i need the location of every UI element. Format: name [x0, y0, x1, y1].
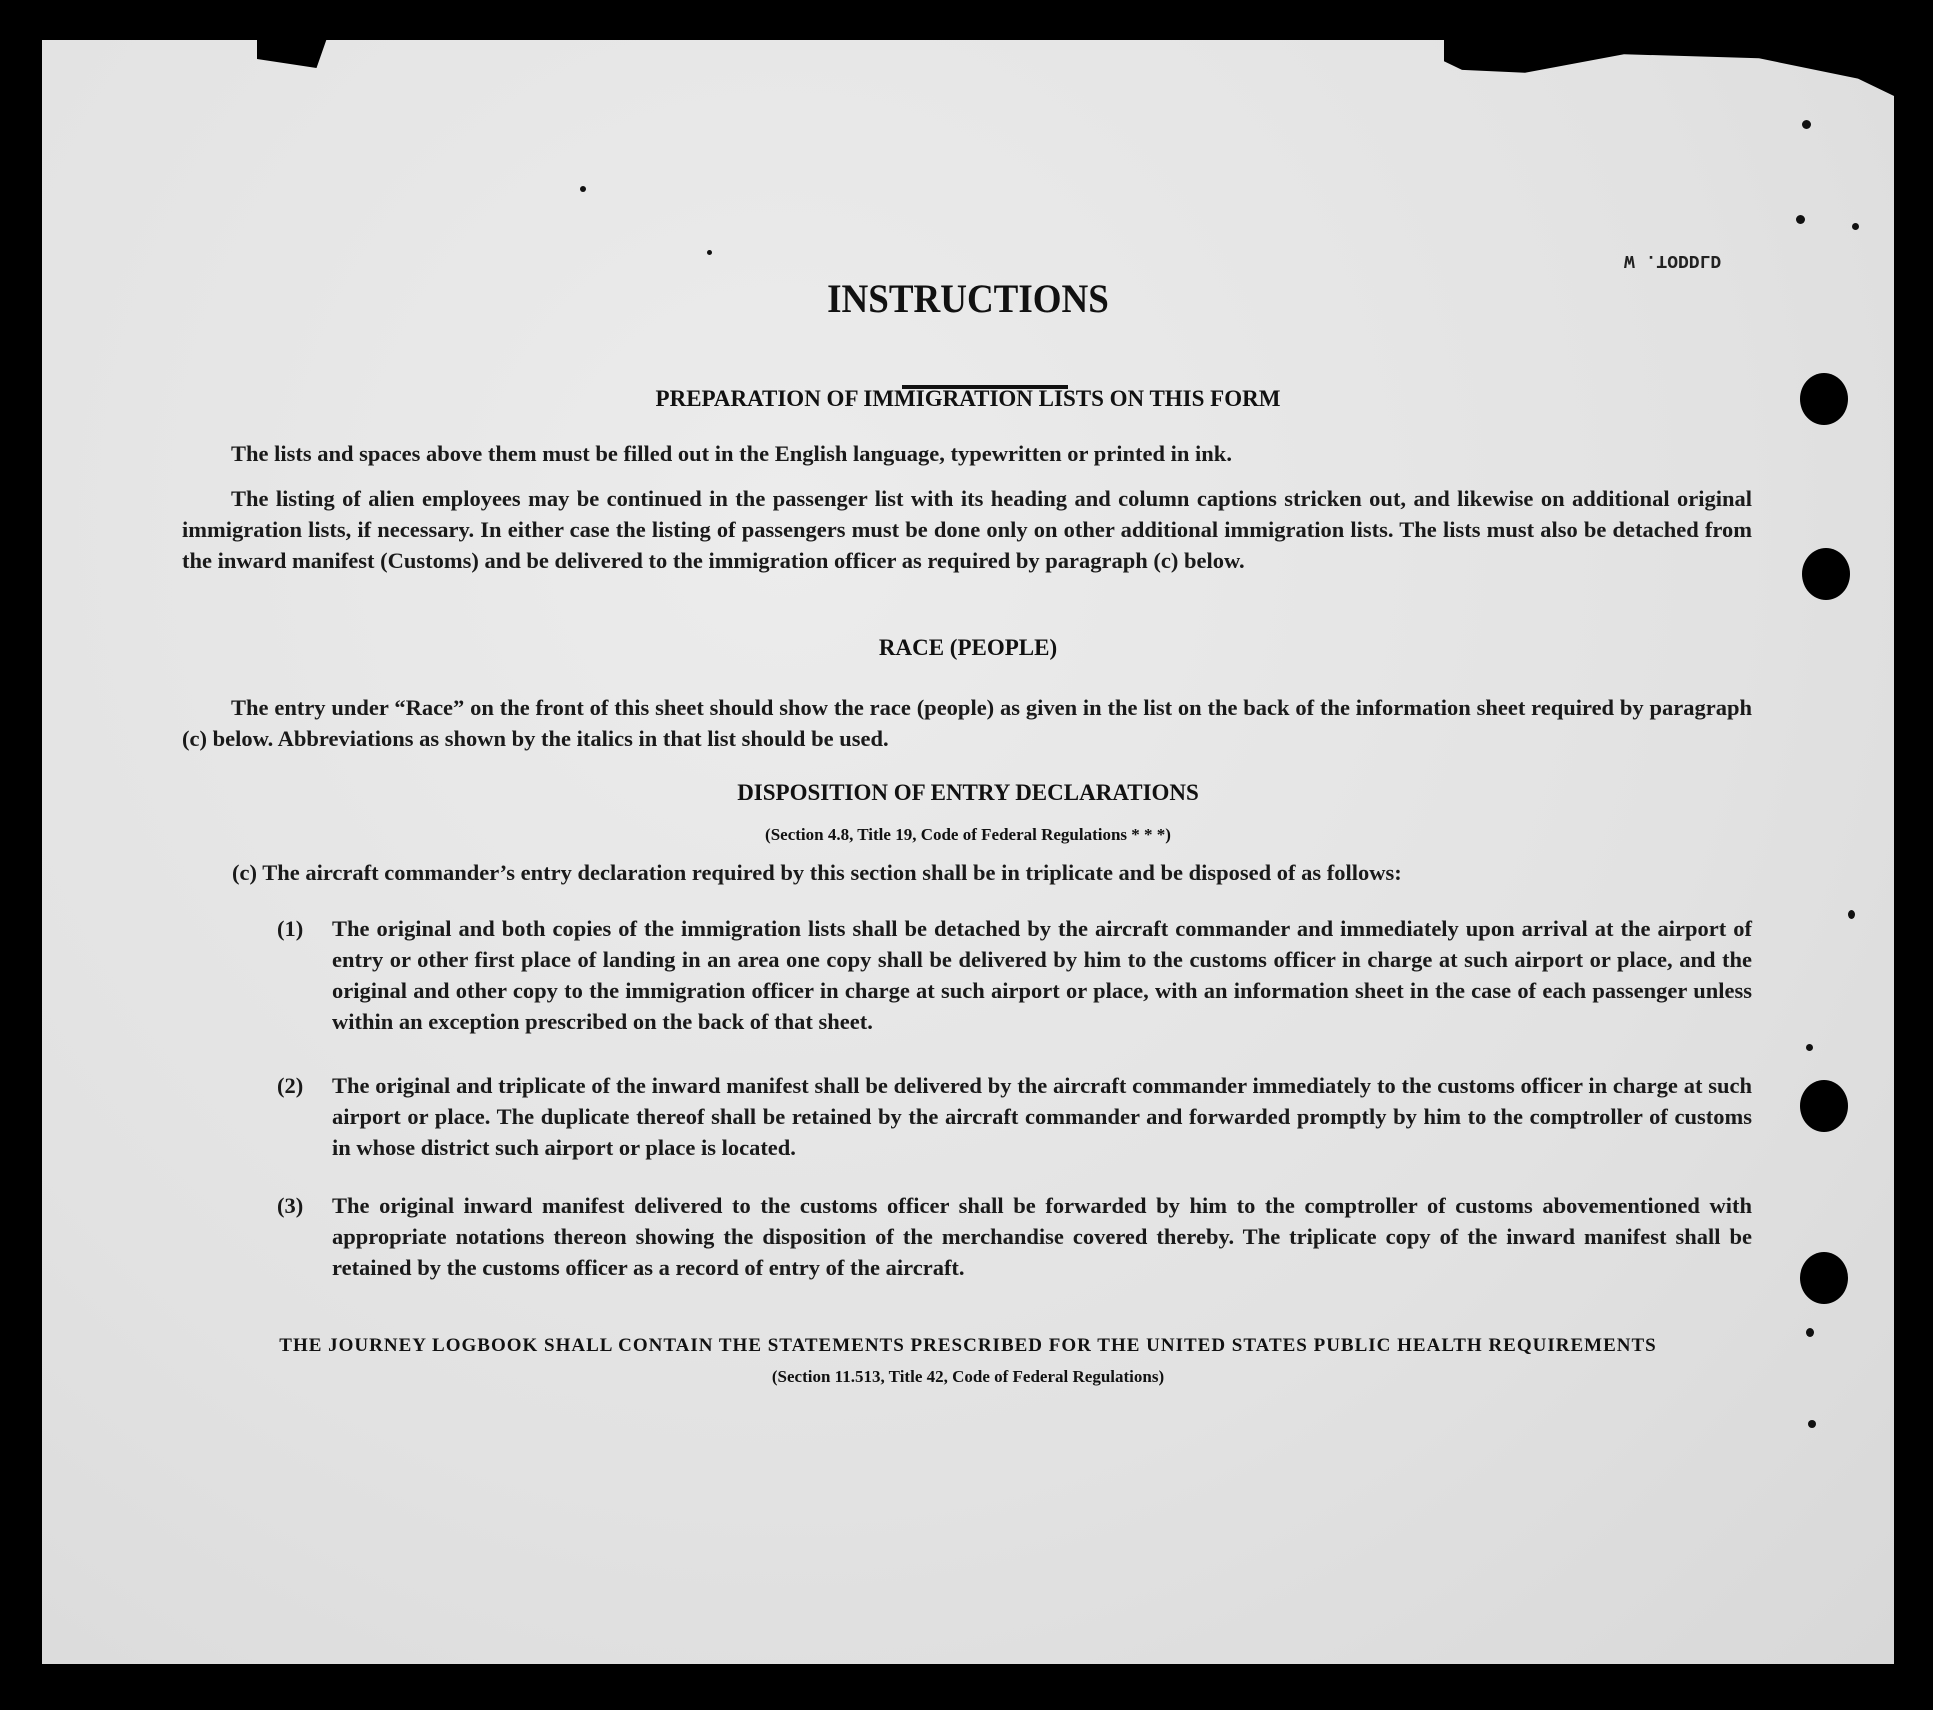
footer-citation: (Section 11.513, Title 42, Code of Federal Regulations)	[771, 1367, 1165, 1386]
footer-requirement: THE JOURNEY LOGBOOK SHALL CONTAIN THE STATEMENTS PRESCRIBED FOR THE UNITED STATES PUBLIC HEALTH REQUIREMENTS	[279, 1335, 1657, 1356]
corner-stamp: W .TODDLD	[1624, 250, 1722, 270]
section-heading-disposition: DISPOSITION OF ENTRY DECLARATIONS	[737, 780, 1199, 805]
speck	[1796, 215, 1805, 224]
list-item-text: The original and both copies of the immigration lists shall be detached by the aircraft commander and immediately upon arrival at the airport of entry or other first place of landing in an area one copy shall be delivered by him to the customs officer in charge at such airport or place, and the original and other copy to the immigration officer in charge at such airport or place, with an information sheet in the case of each passenger unless within an exception prescribed on the back of that sheet.	[332, 916, 1752, 1034]
speck	[1808, 1420, 1816, 1428]
list-item-number: (2)	[277, 1073, 304, 1098]
list-item-text: The original inward manifest delivered to the customs officer shall be forwarded by him to the comptroller of customs abovementioned with appropriate notations thereon showing the disposition of the merchandise covered thereby. The triplicate copy of the inward manifest shall be retained by the customs officer as a record of entry of the aircraft.	[332, 1193, 1752, 1280]
punch-hole	[1800, 1080, 1848, 1132]
punch-hole	[1802, 548, 1850, 600]
top-left-tear	[257, 38, 327, 68]
speck	[580, 186, 586, 192]
list-item-number: (1)	[277, 916, 304, 941]
paragraph: The entry under “Race” on the front of this sheet should show the race (people) as given in the list on the back of the information sheet required by paragraph (c) below. Abbreviations as shown by the italics in that list should be used.	[182, 695, 1752, 751]
paragraph-intro: (c) The aircraft commander’s entry declaration required by this section shall be in triplicate and be disposed of as follows:	[232, 860, 1402, 885]
list-item	[277, 913, 1752, 1037]
punch-hole	[1800, 1252, 1848, 1304]
speck	[707, 250, 712, 255]
speck	[1848, 910, 1855, 919]
paragraph: The lists and spaces above them must be filled out in the English language, typewritten or printed in ink.	[231, 441, 1232, 466]
section-heading-preparation: PREPARATION OF IMMIGRATION LISTS ON THIS FORM	[655, 386, 1281, 411]
section-citation: (Section 4.8, Title 19, Code of Federal Regulations * * *)	[765, 825, 1171, 844]
list-item-text: The original and triplicate of the inward manifest shall be delivered by the aircraft commander immediately to the customs officer in charge at such airport or place. The duplicate thereof shall be retained by the aircraft commander and forwarded promptly by him to the comptroller of customs in whose district such airport or place is located.	[332, 1073, 1752, 1160]
speck	[1852, 223, 1859, 230]
section-heading-race: RACE (PEOPLE)	[878, 635, 1058, 660]
speck	[1802, 120, 1811, 129]
list-item	[277, 1070, 1752, 1163]
list-item	[277, 1190, 1752, 1283]
page-title: INSTRUCTIONS	[827, 276, 1109, 323]
top-right-tear	[1444, 38, 1894, 96]
list-item-number: (3)	[277, 1193, 304, 1218]
paragraph: The listing of alien employees may be continued in the passenger list with its heading and column captions stricken out, and likewise on additional original immigration lists, if necessary. In either case the listing of passengers must be done only on other additional immigration lists. The lists must also be detached from the inward manifest (Customs) and be delivered to the immigration officer as required by paragraph (c) below.	[182, 486, 1752, 573]
document-sheet	[42, 40, 1894, 1664]
speck	[1806, 1044, 1813, 1051]
